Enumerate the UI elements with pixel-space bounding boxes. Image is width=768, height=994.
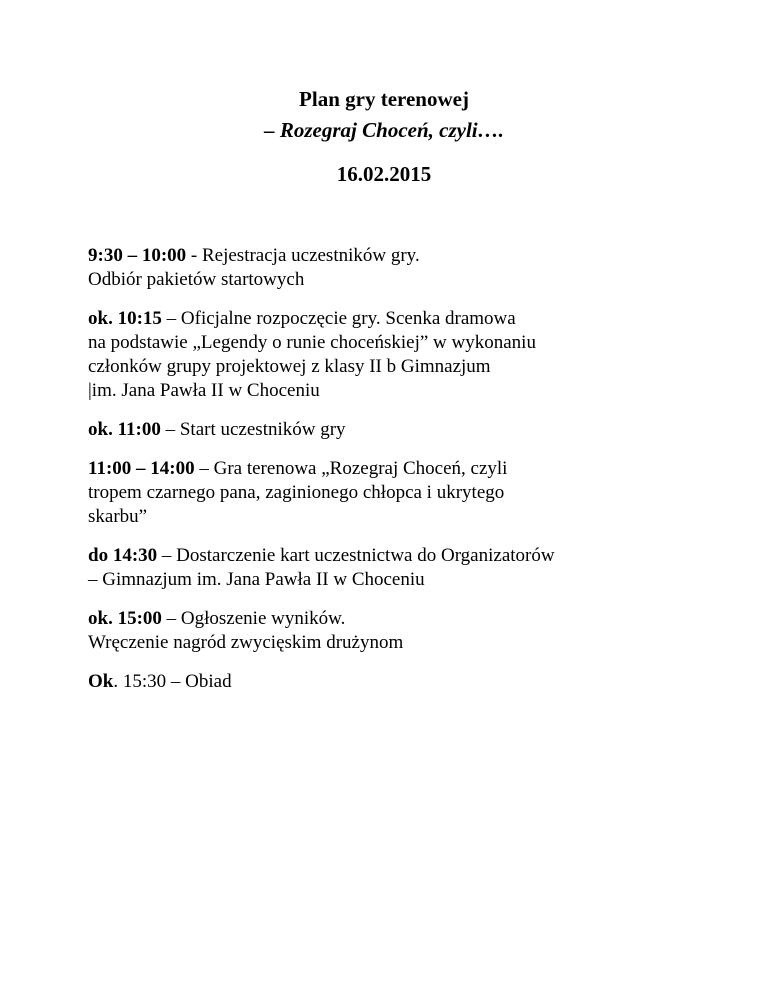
entry-text: na podstawie „Legendy o runie choceńskiej” w wykonaniu <box>88 332 536 353</box>
entry-time: ok. 15:00 <box>88 608 162 629</box>
entry-text: Wręczenie nagród zwycięskim drużynom <box>88 632 404 653</box>
entry-text: skarbu” <box>88 506 148 527</box>
schedule-entry <box>88 307 728 403</box>
schedule-entry <box>88 244 728 292</box>
page-title: Plan gry terenowej <box>299 87 469 111</box>
entry-time: do 14:30 <box>88 545 158 566</box>
entry-text: – Gimnazjum im. Jana Pawła II w Choceniu <box>88 569 425 590</box>
schedule-entry <box>88 544 728 592</box>
entry-time: ok. 10:15 <box>88 308 162 329</box>
entry-text: |im. Jana Pawła II w Choceniu <box>88 380 320 401</box>
document-header <box>0 84 768 190</box>
entry-text: – Oficjalne rozpoczęcie gry. Scenka dramowa <box>161 308 516 329</box>
entry-text: – Gra terenowa „Rozegraj Choceń, czyli <box>194 458 508 479</box>
entry-text: - Rejestracja uczestników gry. <box>186 245 420 266</box>
event-date: 16.02.2015 <box>336 162 432 186</box>
entry-time: ok. 11:00 <box>88 419 161 440</box>
entry-time: 11:00 – 14:00 <box>88 458 195 479</box>
entry-text: – Dostarczenie kart uczestnictwa do Organizatorów <box>157 545 555 566</box>
entry-text: Odbiór pakietów startowych <box>88 269 305 290</box>
schedule-entry <box>88 607 728 655</box>
entry-text: – Start uczestników gry <box>160 419 346 440</box>
entry-text: członków grupy projektowej z klasy II b Gimnazjum <box>88 356 491 377</box>
schedule-entry <box>88 670 728 694</box>
entry-text: . 15:30 – Obiad <box>113 671 232 692</box>
schedule-entry <box>88 418 728 442</box>
schedule-list <box>88 244 728 709</box>
entry-time: 9:30 – 10:00 <box>88 245 187 266</box>
page-subtitle: – Rozegraj Choceń, czyli…. <box>264 118 504 142</box>
entry-text: – Ogłoszenie wyników. <box>161 608 346 629</box>
entry-text: tropem czarnego pana, zaginionego chłopca i ukrytego <box>88 482 505 503</box>
schedule-entry <box>88 457 728 529</box>
entry-time: Ok <box>88 671 114 692</box>
